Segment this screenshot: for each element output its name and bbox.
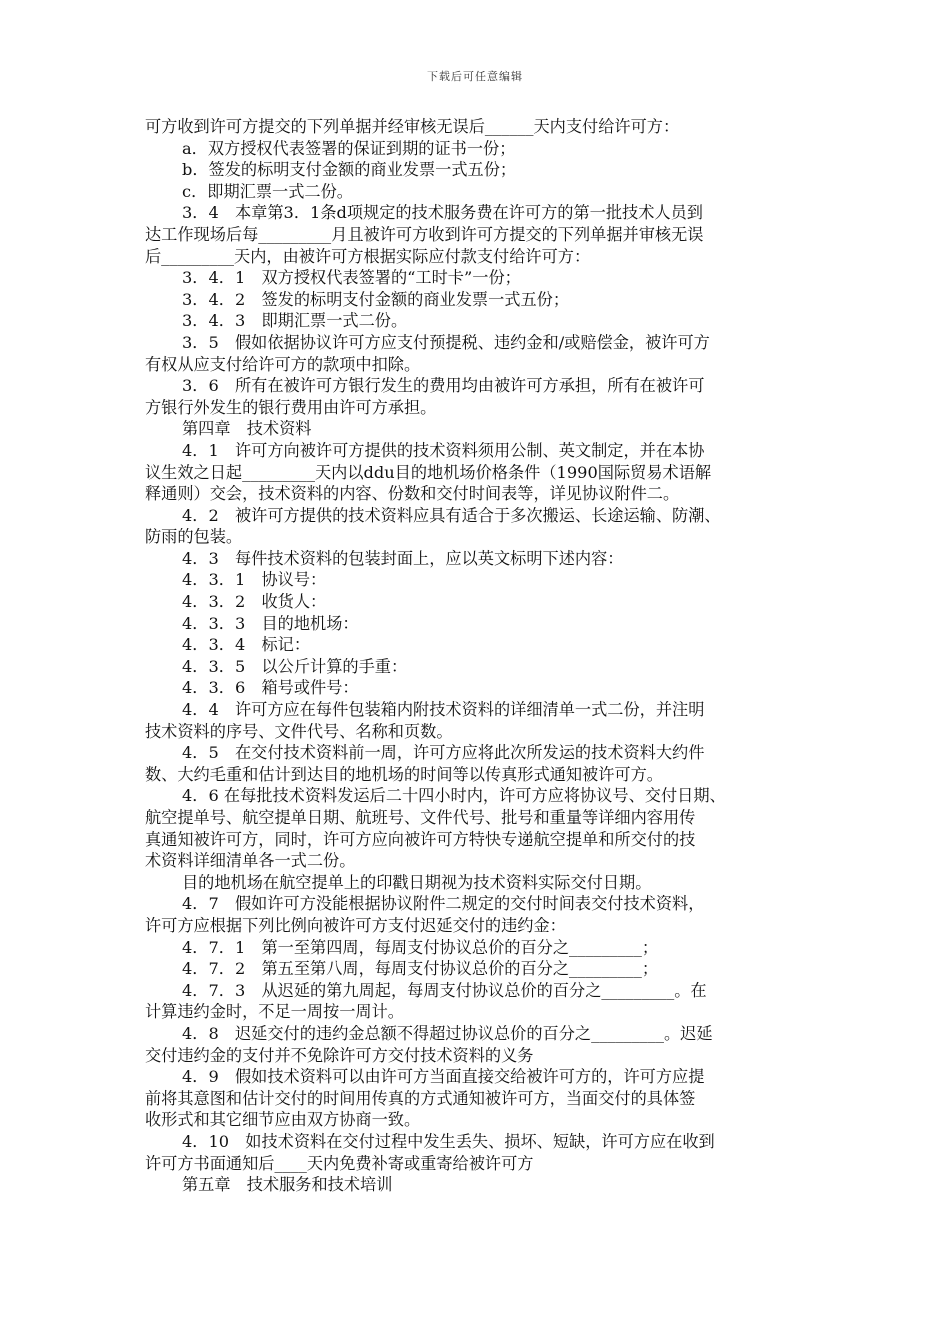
- document-line: 4．5 在交付技术资料前一周，许可方应将此次所发运的技术资料大约件: [182, 743, 705, 763]
- document-line: c．即期汇票一式二份。: [182, 181, 353, 201]
- document-line: 4．3 每件技术资料的包装封面上，应以英文标明下述内容：: [182, 548, 624, 568]
- document-line: 4．1 许可方向被许可方提供的技术资料须用公制、英文制定，并在本协: [182, 440, 705, 460]
- document-line: 方银行外发生的银行费用由许可方承担。: [145, 397, 437, 417]
- document-line: a．双方授权代表签署的保证到期的证书一份；: [182, 138, 516, 158]
- document-line: 防雨的包装。: [145, 527, 243, 547]
- document-body: [145, 116, 815, 1196]
- document-line: 释通则）交会，技术资料的内容、份数和交付时间表等，详见协议附件二。: [145, 484, 680, 504]
- document-line: 4．3．5 以公斤计算的手重：: [182, 656, 408, 676]
- document-line: 许可方应根据下列比例向被许可方支付迟延交付的违约金：: [145, 915, 566, 935]
- document-line: b．签发的标明支付金额的商业发票一式五份；: [182, 160, 517, 180]
- document-line: 真通知被许可方，同时，许可方应向被许可方特快专递航空提单和所交付的技: [145, 829, 696, 849]
- document-line: 后_________天内，由被许可方根据实际应付款支付给许可方：: [145, 246, 591, 266]
- document-line: 第五章 技术服务和技术培训: [182, 1175, 393, 1195]
- document-line: 目的地机场在航空提单上的印戳日期视为技术资料实际交付日期。: [182, 872, 652, 892]
- document-line: 3．4．1 双方授权代表签署的“工时卡”一份；: [182, 268, 521, 288]
- document-line: 航空提单号、航空提单日期、航班号、文件代号、批号和重量等详细内容用传: [145, 808, 696, 827]
- document-line: 第四章 技术资料: [182, 419, 312, 439]
- document-line: 3．6 所有在被许可方银行发生的费用均由被许可方承担，所有在被许可: [182, 376, 705, 396]
- document-line: 4．7 假如许可方没能根据协议附件二规定的交付时间表交付技术资料，: [182, 894, 705, 914]
- document-line: 达工作现场后每_________月且被许可方收到许可方提交的下列单据并审核无误: [145, 224, 704, 244]
- document-line: 计算违约金时，不足一周按一周计。: [145, 1002, 404, 1022]
- document-line: 4．8 迟延交付的违约金总额不得超过协议总价的百分之_________。迟延: [182, 1023, 713, 1043]
- document-line: 4．4 许可方应在每件包装箱内附技术资料的详细清单一式二份，并注明: [182, 700, 705, 720]
- document-line: 3．4．3 即期汇票一式二份。: [182, 311, 408, 331]
- page-header: 下载后可任意编辑: [427, 70, 523, 83]
- document-line: 3．5 假如依据协议许可方应支付预提税、违约金和/或赔偿金，被许可方: [182, 332, 710, 352]
- document-line: 数、大约毛重和估计到达目的地机场的时间等以传真形式通知被许可方。: [145, 764, 663, 784]
- document-line: 3．4 本章第3．1条d项规定的技术服务费在许可方的第一批技术人员到: [182, 203, 703, 223]
- document-line: 收形式和其它细节应由双方协商一致。: [145, 1110, 421, 1130]
- document-line: 4．6 在每批技术资料发运后二十四小时内，许可方应将协议号、交付日期、: [182, 786, 726, 806]
- document-line: 4．9 假如技术资料可以由许可方当面直接交给被许可方的，许可方应提: [182, 1067, 705, 1087]
- document-line: 有权从应支付给许可方的款项中扣除。: [145, 354, 421, 374]
- document-line: 交付违约金的支付并不免除许可方交付技术资料的义务: [145, 1045, 534, 1065]
- document-line: 4．3．6 箱号或件号：: [182, 678, 359, 698]
- document-line: 4．3．2 收货人：: [182, 592, 327, 612]
- document-line: 4．3．3 目的地机场：: [182, 613, 359, 633]
- document-line: 4．7．2 第五至第八周，每周支付协议总价的百分之_________；: [182, 959, 659, 979]
- document-line: 技术资料的序号、文件代号、名称和页数。: [145, 721, 453, 741]
- document-line: 前将其意图和估计交付的时间用传真的方式通知被许可方，当面交付的具体签: [145, 1088, 696, 1108]
- document-line: 4．3．1 协议号：: [182, 570, 327, 590]
- document-line: 可方收到许可方提交的下列单据并经审核无误后______天内支付给许可方：: [145, 117, 680, 136]
- document-line: 4．2 被许可方提供的技术资料应具有适合于多次搬运、长途运输、防潮、: [182, 505, 721, 525]
- document-line: 4．7．1 第一至第四周，每周支付协议总价的百分之_________；: [182, 937, 659, 957]
- document-line: 4．3．4 标记：: [182, 635, 311, 655]
- document-line: 3．4．2 签发的标明支付金额的商业发票一式五份；: [182, 289, 570, 309]
- document-line: 许可方书面通知后____天内免费补寄或重寄给被许可方: [145, 1153, 534, 1173]
- document-line: 议生效之日起_________天内以ddu目的地机场价格条件（1990国际贸易术语解: [145, 462, 712, 482]
- document-line: 术资料详细清单各一式二份。: [145, 851, 356, 871]
- document-line: 4．10 如技术资料在交付过程中发生丢失、损坏、短缺，许可方应在收到: [182, 1131, 715, 1151]
- document-line: 4．7．3 从迟延的第九周起，每周支付协议总价的百分之_________。在: [182, 980, 707, 1000]
